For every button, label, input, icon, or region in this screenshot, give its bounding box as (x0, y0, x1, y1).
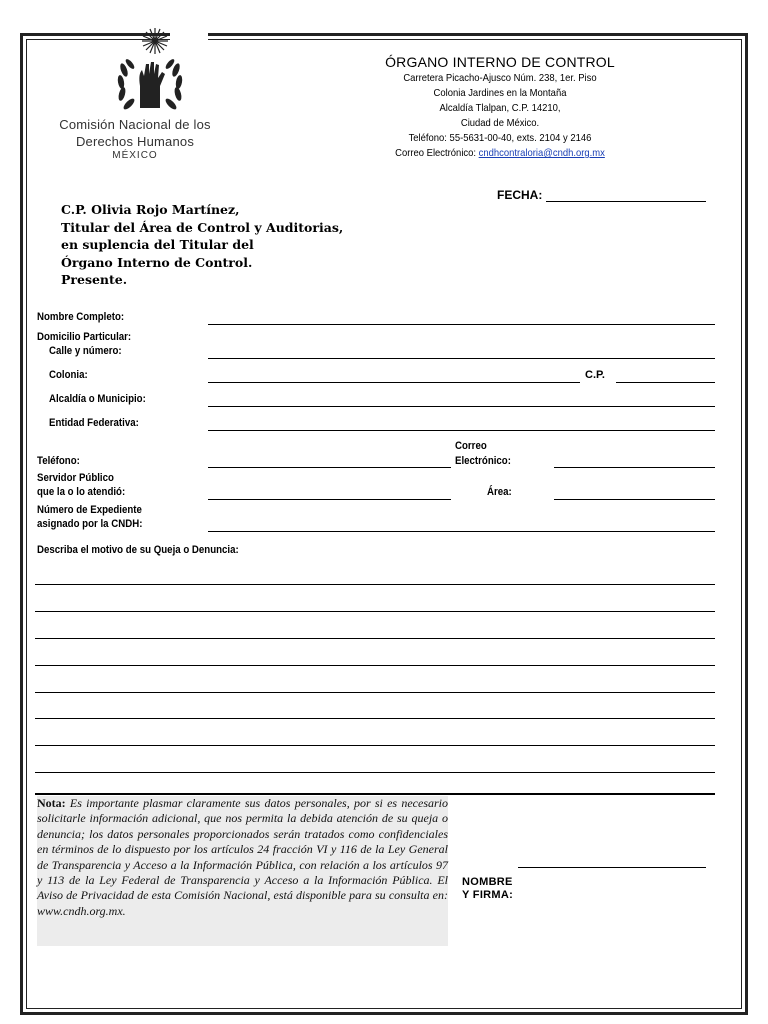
motivo-line[interactable] (35, 665, 715, 666)
address-line-3: Alcaldía Tlalpan, C.P. 14210, (439, 102, 561, 114)
email-line (374, 146, 626, 161)
cp-label: C.P. (585, 369, 605, 381)
note-label: Nota: (37, 796, 66, 810)
office-title: ÓRGANO INTERNO DE CONTROL (385, 54, 615, 70)
date-field (497, 188, 706, 202)
alcaldia-label: Alcaldía o Municipio: (49, 393, 146, 405)
address-line-4: Ciudad de México. (460, 117, 540, 129)
cndh-logo (55, 24, 215, 162)
date-label: FECHA: (497, 188, 543, 202)
addressee-block (61, 201, 343, 289)
cp-field[interactable] (616, 382, 715, 383)
addressee-line-2: Titular del Área de Control y Auditorias, (61, 219, 344, 235)
motivo-line[interactable] (35, 611, 715, 612)
motivo-line[interactable] (35, 638, 715, 639)
motivo-label: Describa el motivo de su Queja o Denuncia: (37, 544, 239, 556)
addressee-line-4: Órgano Interno de Control. (61, 254, 253, 270)
signature-label-2: Y FIRMA: (462, 889, 514, 901)
colonia-field[interactable] (208, 382, 580, 383)
addressee-line-5: Presente. (61, 272, 128, 288)
telefono-field[interactable] (208, 467, 451, 468)
addressee-line-3: en suplencia del Titular del (61, 237, 254, 253)
logo-line-2: Derechos Humanos (75, 134, 195, 149)
email-label: Correo Electrónico: (395, 147, 479, 159)
colonia-label: Colonia: (49, 369, 88, 381)
signature-line[interactable] (518, 867, 706, 868)
entidad-label: Entidad Federativa: (49, 417, 139, 429)
calle-field[interactable] (208, 358, 715, 359)
email-link[interactable]: cndhcontraloria@cndh.org.mx (478, 147, 605, 159)
correo-label-1: Correo (455, 440, 487, 452)
motivo-line[interactable] (35, 692, 715, 693)
area-field[interactable] (554, 499, 715, 500)
logo-line-1: Comisión Nacional de los (59, 117, 211, 132)
expediente-label-2: asignado por la CNDH: (37, 518, 143, 530)
office-header (360, 54, 640, 161)
area-label: Área: (487, 486, 512, 498)
cndh-emblem-icon (80, 24, 190, 116)
signature-label-1: NOMBRE (462, 876, 513, 888)
correo-field[interactable] (554, 467, 715, 468)
motivo-line[interactable] (35, 772, 715, 773)
alcaldia-field[interactable] (208, 406, 715, 407)
servidor-label-2: que la o lo atendió: (37, 486, 126, 498)
signature-label (462, 876, 513, 902)
section-divider (35, 793, 715, 795)
servidor-field[interactable] (208, 499, 451, 500)
motivo-line[interactable] (35, 745, 715, 746)
motivo-line[interactable] (35, 584, 715, 585)
date-input-line[interactable] (546, 189, 706, 202)
calle-label: Calle y número: (49, 345, 122, 357)
nombre-label: Nombre Completo: (37, 311, 125, 323)
note-text: Es importante plasmar claramente sus datos personales, por si es necesario solicitarle información adicional, que nos permita la debida atención de su queja o denuncia; los datos personales proporcionados serán tratados como confidenciales en términos de lo dispuesto por los artículos 24 fracción VI y 116 de la Ley General de Transparencia y Acceso a la Información Pública, con relación a los artículos 97 y 113 de la Ley Federal de Transparencia y Acceso a la Información Pública. El Aviso de Privacidad de esta Comisión Nacional, está disponible para su consulta en: www.cndh.org.mx. (37, 796, 448, 918)
address-line-2: Colonia Jardines en la Montaña (433, 87, 567, 99)
expediente-label-1: Número de Expediente (37, 504, 142, 516)
nombre-field[interactable] (208, 324, 715, 325)
motivo-line[interactable] (35, 718, 715, 719)
addressee-line-1: C.P. Olivia Rojo Martínez, (61, 202, 240, 217)
domicilio-label: Domicilio Particular: (37, 331, 132, 343)
address-line-1: Carretera Picacho-Ajusco Núm. 238, 1er. Piso (403, 72, 597, 84)
privacy-note (37, 796, 448, 946)
entidad-field[interactable] (208, 430, 715, 431)
telefono-label: Teléfono: (37, 455, 80, 467)
correo-label-2: Electrónico: (455, 455, 511, 467)
phone-line: Teléfono: 55-5631-00-40, exts. 2104 y 2146 (408, 132, 592, 144)
logo-line-3: MÉXICO (112, 150, 158, 161)
servidor-label-1: Servidor Público (37, 472, 114, 484)
expediente-field[interactable] (208, 531, 715, 532)
